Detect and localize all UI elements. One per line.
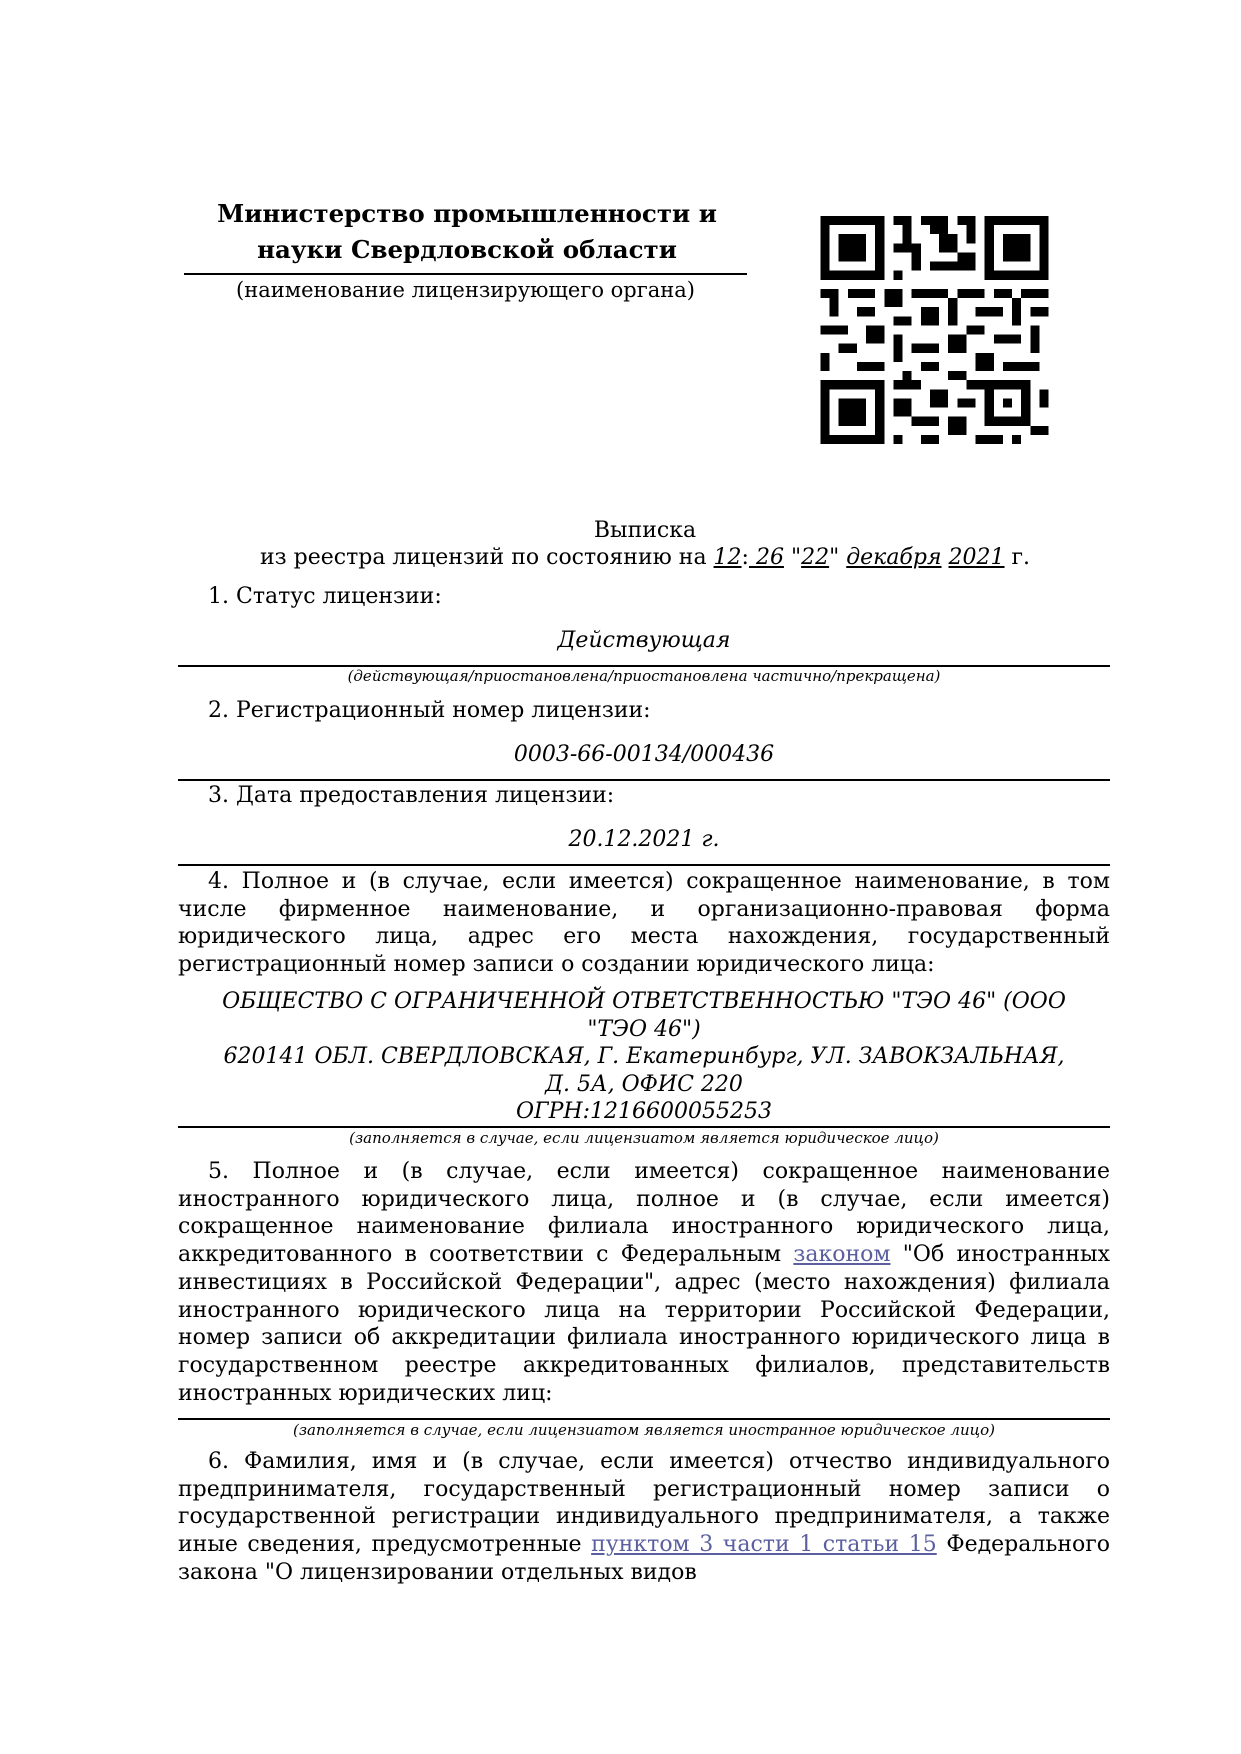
section-6-text [178,1448,1110,1587]
extract-title: Выписка [593,518,697,543]
section-5-text-start: 5. Полное и (в случае, если имеется) сокращенное наименование иностранного юридического лица, полное и (в случае, если имеется) сокращенное наименование филиала иностранного юридического лица, аккредитованного в соответствии с Федеральным [178,1159,1110,1268]
licensee-address-line-1: 620141 ОБЛ. СВЕРДЛОВСКАЯ, Г. Екатеринбург, УЛ. ЗАВОКЗАЛЬНАЯ, [223,1044,1065,1069]
licensee-name-line-1: ОБЩЕСТВО С ОГРАНИЧЕННОЙ ОТВЕТСТВЕННОСТЬЮ "ТЭО 46" (ООО [222,989,1066,1014]
extract-minute: 26 [748,545,784,570]
licensee-ogrn: ОГРН:1216600055253 [516,1099,772,1124]
registration-number-rule [178,779,1110,781]
status-value: Действующая [557,628,731,653]
section-5-rule [178,1418,1110,1420]
foreign-investment-law-link[interactable]: законом [793,1242,891,1268]
licensee-details [178,988,1110,1126]
grant-date-label: 3. Дата предоставления лицензии: [208,783,615,808]
grant-date-value: 20.12.2021 г. [568,827,720,852]
qr-code-icon [813,216,1056,444]
section-6-text-end: Федерального закона "О лицензировании отдельных видов [178,1532,1110,1585]
section-5-hint: (заполняется в случае, если лицензиатом является иностранное юридическое лицо) [293,1421,995,1439]
section-4-rule [178,1126,1110,1128]
extract-day: 22 [801,545,830,570]
status-hint: (действующая/приостановлена/приостановлена частично/прекращена) [347,667,941,685]
section-4-hint: (заполняется в случае, если лицензиатом является юридическое лицо) [349,1129,939,1147]
extract-hour: 12 [713,545,742,570]
section-6-text-start: 6. Фамилия, имя и (в случае, если имеется) отчество индивидуального предпринимателя, государственный регистрационный номер записи о государственной регистрации индивидуального предпринимателя, а также иные сведения, предусмотренные [178,1449,1110,1558]
authority-underline [184,273,747,275]
licensing-authority-name [187,196,747,268]
status-label: 1. Статус лицензии: [208,584,442,609]
licensing-authority-line-1: Министерство промышленности и [217,199,717,228]
extract-date-prefix: из реестра лицензий по состоянию на [259,545,714,570]
extract-space [942,545,949,570]
licensee-address-line-2: Д. 5А, ОФИС 220 [545,1071,743,1097]
extract-quote-open: " [783,545,802,570]
authority-caption: (наименование лицензирующего органа) [236,278,695,302]
section-4-text: 4. Полное и (в случае, если имеется) сокращенное наименование, в том числе фирменное наименование, и организационно-правовая форма юридического лица, адрес его места нахождения, государственный регистрационный номер записи о создании юридического лица: [178,869,1110,978]
licensee-name-line-2: "ТЭО 46") [587,1016,701,1042]
extract-date-line [180,545,1110,570]
extract-quote-close: " [829,545,847,570]
registration-number-label: 2. Регистрационный номер лицензии: [208,698,651,723]
grant-date-rule [178,864,1110,866]
licensing-law-article-link[interactable]: пунктом 3 части 1 статьи 15 [591,1532,937,1558]
registration-number-value: 0003-66-00134/000436 [513,742,775,767]
section-5-text [178,1158,1110,1407]
section-5-text-end: "Об иностранных инвестициях в Российской Федерации", адрес (место нахождения) филиала иностранного юридического лица на территории Российской Федерации, номер записи об аккредитации филиала иностранного юридического лица в государственном реестре аккредитованных филиалов, представительств иностранных юридических лиц: [178,1242,1110,1406]
extract-year: 2021 [948,545,1005,570]
extract-suffix: г. [1004,545,1031,570]
licensing-authority-line-2: науки Свердловской области [257,235,677,264]
extract-time-colon: : [741,545,749,570]
extract-month: декабря [846,545,942,570]
